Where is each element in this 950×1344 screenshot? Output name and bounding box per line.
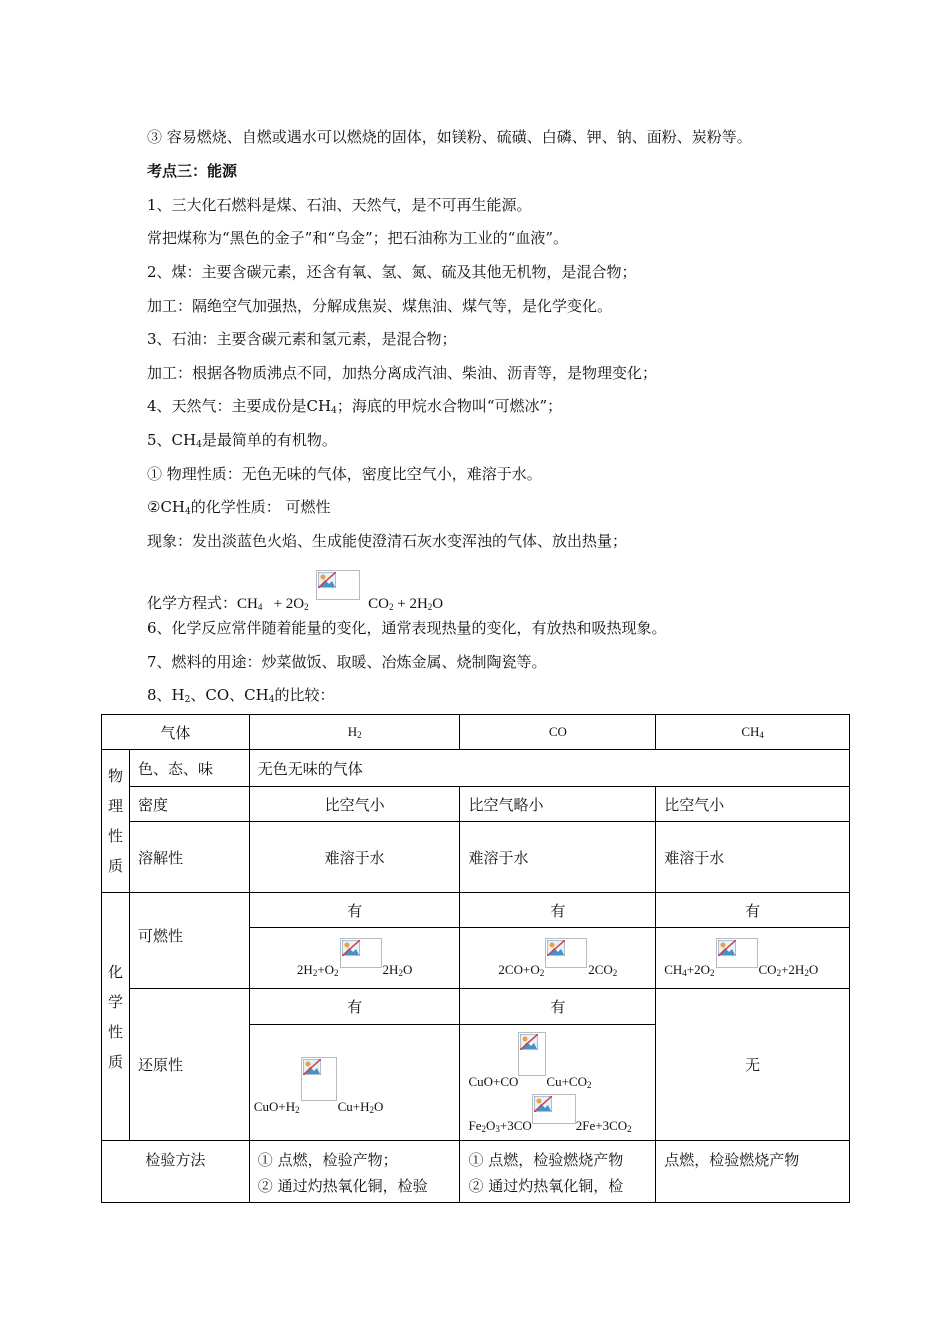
equation-line: 化学方程式：$CH_4$ + $2O_2$ $CO_2 + 2H_2O$ bbox=[147, 570, 443, 617]
cell-eq-h2: $2H_2+O_2$ $2H_2O$ bbox=[249, 928, 460, 989]
row-label-test: 检验方法 bbox=[102, 1141, 250, 1203]
cell-sol-ch4: 难溶于水 bbox=[656, 822, 850, 893]
text-line: 加工：根据各物质沸点不同，加热分离成汽油、柴油、沥青等，是物理变化； bbox=[147, 364, 658, 382]
header-gas: 气体 bbox=[102, 715, 250, 750]
cell-comb-ch4: 有 bbox=[656, 893, 850, 928]
table-row bbox=[102, 715, 850, 750]
text-line: 7、燃料的用途：炒菜做饭、取暖、冶炼金属、烧制陶瓷等。 bbox=[147, 653, 547, 671]
text-line: 5、$CH_4$是最简单的有机物。 bbox=[147, 431, 337, 450]
cell-test-co: ① 点燃，检验燃烧产物 ② 通过灼热氧化铜，检 bbox=[460, 1141, 656, 1203]
cell-density-co: 比空气略小 bbox=[460, 787, 656, 822]
text-line: 8、$H_2$、CO、$CH_4$的比较： bbox=[147, 686, 335, 705]
text-line: 6、化学反应常伴随着能量的变化，通常表现热量的变化，有放热和吸热现象。 bbox=[147, 619, 667, 637]
cell-red-eq-h2: $CuO+H_2$ $Cu+H_2O$ bbox=[249, 1025, 460, 1141]
cell-sol-co: 难溶于水 bbox=[460, 822, 656, 893]
text-line: 常把煤称为“黑色的金子”和“乌金”；把石油称为工业的“血液”。 bbox=[147, 229, 569, 247]
cell-sol-h2: 难溶于水 bbox=[249, 822, 460, 893]
table-row bbox=[102, 822, 850, 893]
text-line: ③ 容易燃烧、自燃或遇水可以燃烧的固体，如镁粉、硫磺、白磷、钾、钠、面粉、炭粉等。 bbox=[147, 128, 752, 146]
cell-eq-co: $2CO+O_2$ $2CO_2$ bbox=[460, 928, 656, 989]
cell-test-h2: ① 点燃，检验产物； ② 通过灼热氧化铜，检验 bbox=[249, 1141, 460, 1203]
row-label-combustibility: 可燃性 bbox=[129, 893, 249, 989]
text-line: 1、三大化石燃料是煤、石油、天然气，是不可再生能源。 bbox=[147, 196, 532, 214]
reaction-condition-image bbox=[316, 570, 360, 600]
cell-color-value: 无色无味的气体 bbox=[249, 750, 849, 787]
cell-density-ch4: 比空气小 bbox=[656, 787, 850, 822]
row-label-reducibility: 还原性 bbox=[129, 989, 249, 1141]
section-heading: 考点三：能源 bbox=[147, 162, 238, 180]
reaction-condition-image bbox=[340, 938, 382, 968]
row-label-solubility: 溶解性 bbox=[129, 822, 249, 893]
cell-red-eq-co: CuO+CO $Cu+CO_2$ $Fe_2O_3+3CO$ $2Fe+3CO_2$ bbox=[460, 1025, 656, 1141]
reaction-condition-image bbox=[518, 1032, 546, 1076]
cell-red-co: 有 bbox=[460, 989, 656, 1025]
text-line: 4、天然气：主要成份是$CH_4$；海底的甲烷水合物叫“可燃冰”； bbox=[147, 397, 563, 416]
row-label-color: 色、态、味 bbox=[129, 750, 249, 787]
table-row bbox=[102, 1141, 850, 1203]
text-line: 3、石油：主要含碳元素和氢元素，是混合物； bbox=[147, 330, 457, 348]
cell-eq-ch4: $CH_4+2O_2$ $CO_2+2H_2O$ bbox=[656, 928, 850, 989]
text-line: $②CH_4$的化学性质： 可燃性 bbox=[147, 498, 331, 517]
reaction-condition-image bbox=[301, 1057, 337, 1101]
text-line: 2、煤：主要含碳元素，还含有氧、氢、氮、硫及其他无机物，是混合物； bbox=[147, 263, 637, 281]
cell-comb-h2: 有 bbox=[249, 893, 460, 928]
reaction-condition-image bbox=[545, 938, 587, 968]
text-line: 现象：发出淡蓝色火焰、生成能使澄清石灰水变浑浊的气体、放出热量； bbox=[147, 532, 628, 550]
reaction-condition-image bbox=[716, 938, 758, 968]
table-row bbox=[102, 989, 850, 1025]
text-line: ① 物理性质：无色无味的气体，密度比空气小，难溶于水。 bbox=[147, 465, 542, 483]
table-row bbox=[102, 893, 850, 928]
header-ch4: $CH_4$ bbox=[656, 715, 850, 750]
table-row bbox=[102, 750, 850, 787]
physical-props-label: 物 理 性 质 bbox=[102, 750, 130, 893]
reaction-condition-image bbox=[532, 1094, 576, 1124]
chemical-props-label: 化 学 性 质 bbox=[102, 893, 130, 1141]
cell-comb-co: 有 bbox=[460, 893, 656, 928]
cell-red-h2: 有 bbox=[249, 989, 460, 1025]
comparison-table bbox=[101, 714, 850, 1203]
cell-test-ch4: 点燃，检验燃烧产物 bbox=[656, 1141, 850, 1203]
cell-red-ch4: 无 bbox=[656, 989, 850, 1141]
table-row bbox=[102, 787, 850, 822]
text-line: 加工：隔绝空气加强热，分解成焦炭、煤焦油、煤气等，是化学变化。 bbox=[147, 297, 613, 315]
row-label-density: 密度 bbox=[129, 787, 249, 822]
header-h2: $H_2$ bbox=[249, 715, 460, 750]
header-co: CO bbox=[460, 715, 656, 750]
cell-density-h2: 比空气小 bbox=[249, 787, 460, 822]
